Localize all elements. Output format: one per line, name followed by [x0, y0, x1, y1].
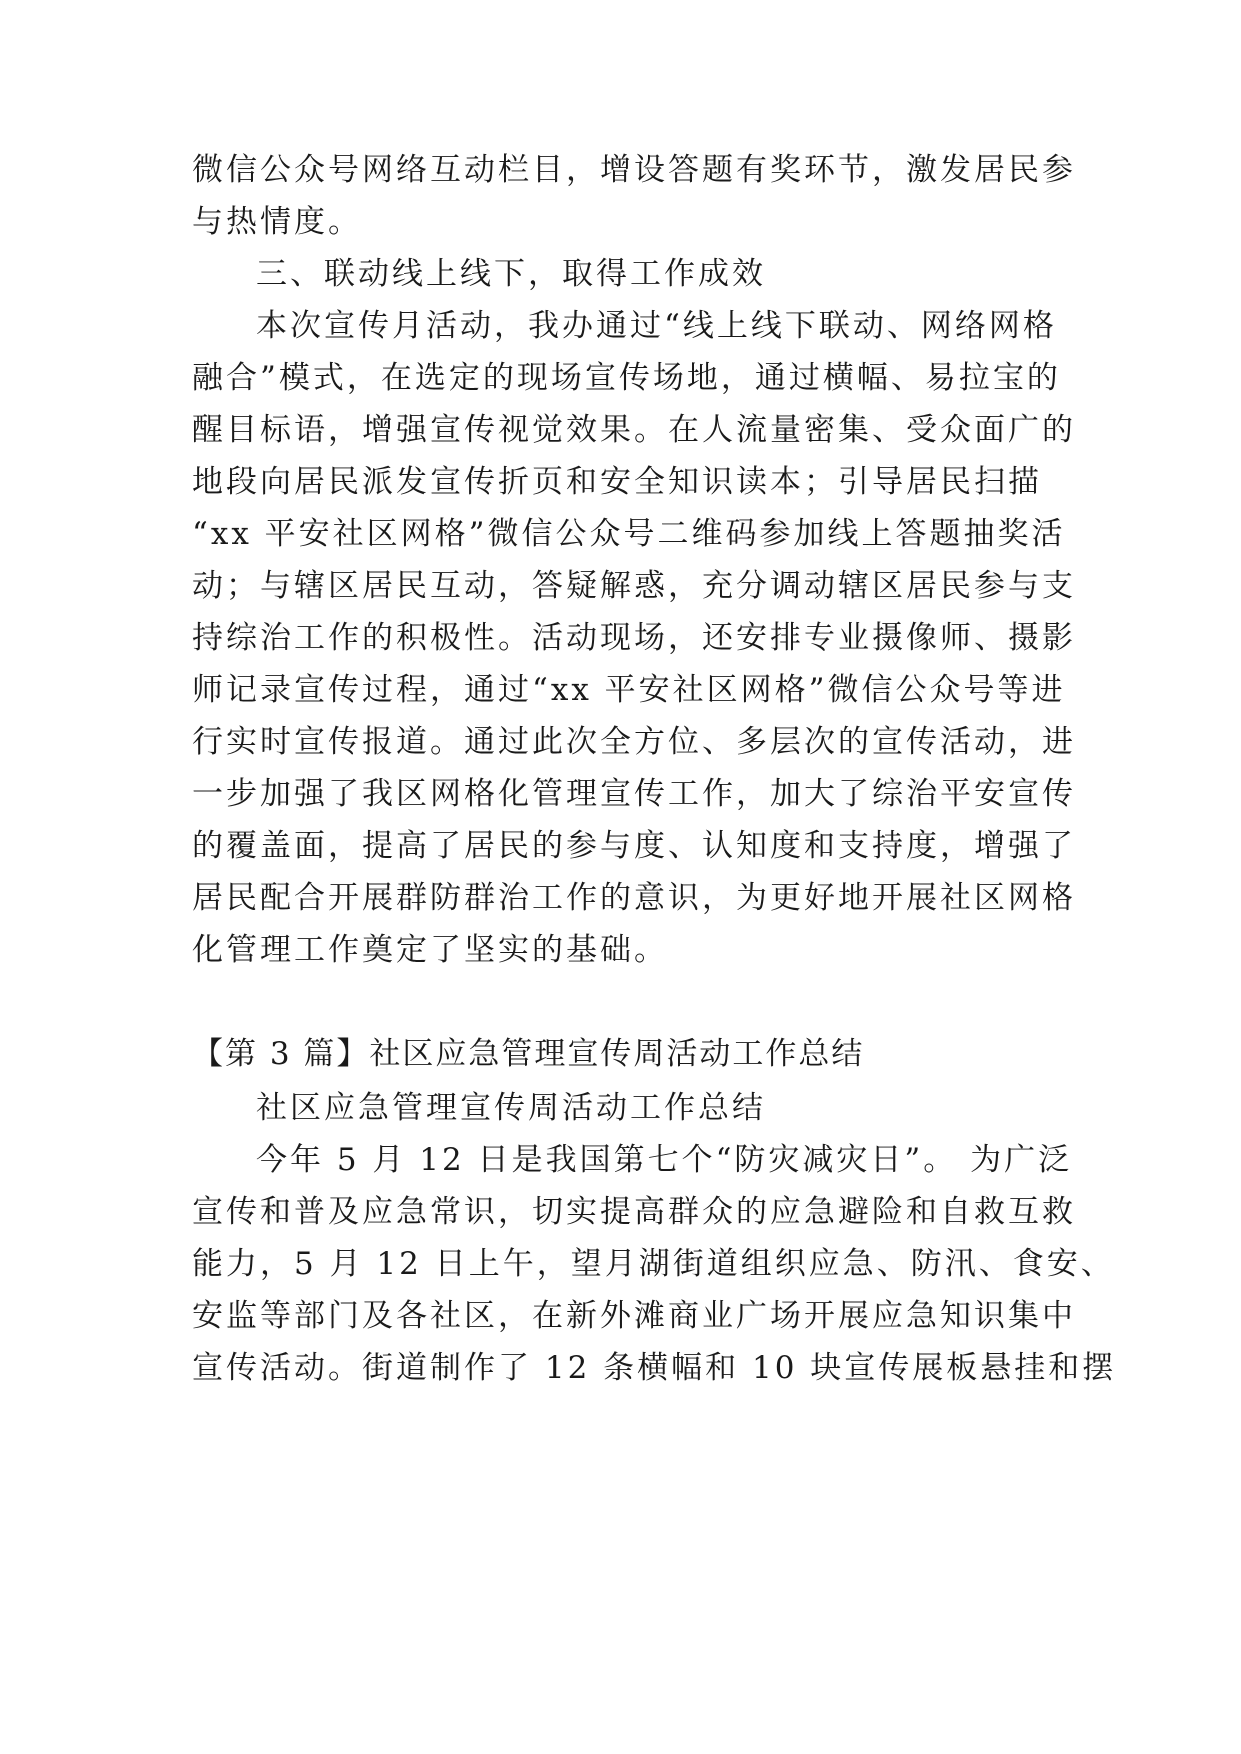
section-heading: 三、联动线上线下，取得工作成效: [256, 256, 766, 292]
text-line: 安监等部门及各社区，在新外滩商业广场开展应急知识集中: [192, 1298, 1076, 1334]
text-line: 与热情度。: [192, 204, 362, 240]
article-title: 社区应急管理宣传周活动工作总结: [256, 1090, 766, 1126]
text-line: 的覆盖面，提高了居民的参与度、认知度和支持度，增强了: [192, 828, 1076, 864]
text-line: 师记录宣传过程，通过“xx 平安社区网格”微信公众号等进: [192, 672, 1066, 708]
article-heading: 【第 3 篇】社区应急管理宣传周活动工作总结: [192, 1036, 865, 1072]
text-line: 融合”模式，在选定的现场宣传场地，通过横幅、易拉宝的: [192, 360, 1061, 396]
text-line: 一步加强了我区网格化管理宣传工作，加大了综治平安宣传: [192, 776, 1076, 812]
text-line: 本次宣传月活动，我办通过“线上线下联动、网络网格: [256, 308, 1057, 344]
text-line: 醒目标语，增强宣传视觉效果。在人流量密集、受众面广的: [192, 412, 1076, 448]
text-line: 持综治工作的积极性。活动现场，还安排专业摄像师、摄影: [192, 620, 1076, 656]
text-line: 行实时宣传报道。通过此次全方位、多层次的宣传活动，进: [192, 724, 1076, 760]
text-line: 宣传活动。街道制作了 12 条横幅和 10 块宣传展板悬挂和摆: [192, 1350, 1117, 1386]
text-line: 宣传和普及应急常识，切实提高群众的应急避险和自救互救: [192, 1194, 1076, 1230]
text-line: 地段向居民派发宣传折页和安全知识读本；引导居民扫描: [192, 464, 1042, 500]
text-line: “xx 平安社区网格”微信公众号二维码参加线上答题抽奖活: [192, 516, 1066, 552]
text-line: 今年 5 月 12 日是我国第七个“防灾减灾日”。 为广泛: [256, 1142, 1073, 1178]
text-line: 动；与辖区居民互动，答疑解惑，充分调动辖区居民参与支: [192, 568, 1076, 604]
text-line: 居民配合开展群防群治工作的意识，为更好地开展社区网格: [192, 880, 1076, 916]
text-line: 微信公众号网络互动栏目，增设答题有奖环节，激发居民参: [192, 152, 1076, 188]
text-line: 化管理工作奠定了坚实的基础。: [192, 932, 668, 968]
text-line: 能力，5 月 12 日上午，望月湖街道组织应急、防汛、食安、: [192, 1246, 1115, 1282]
